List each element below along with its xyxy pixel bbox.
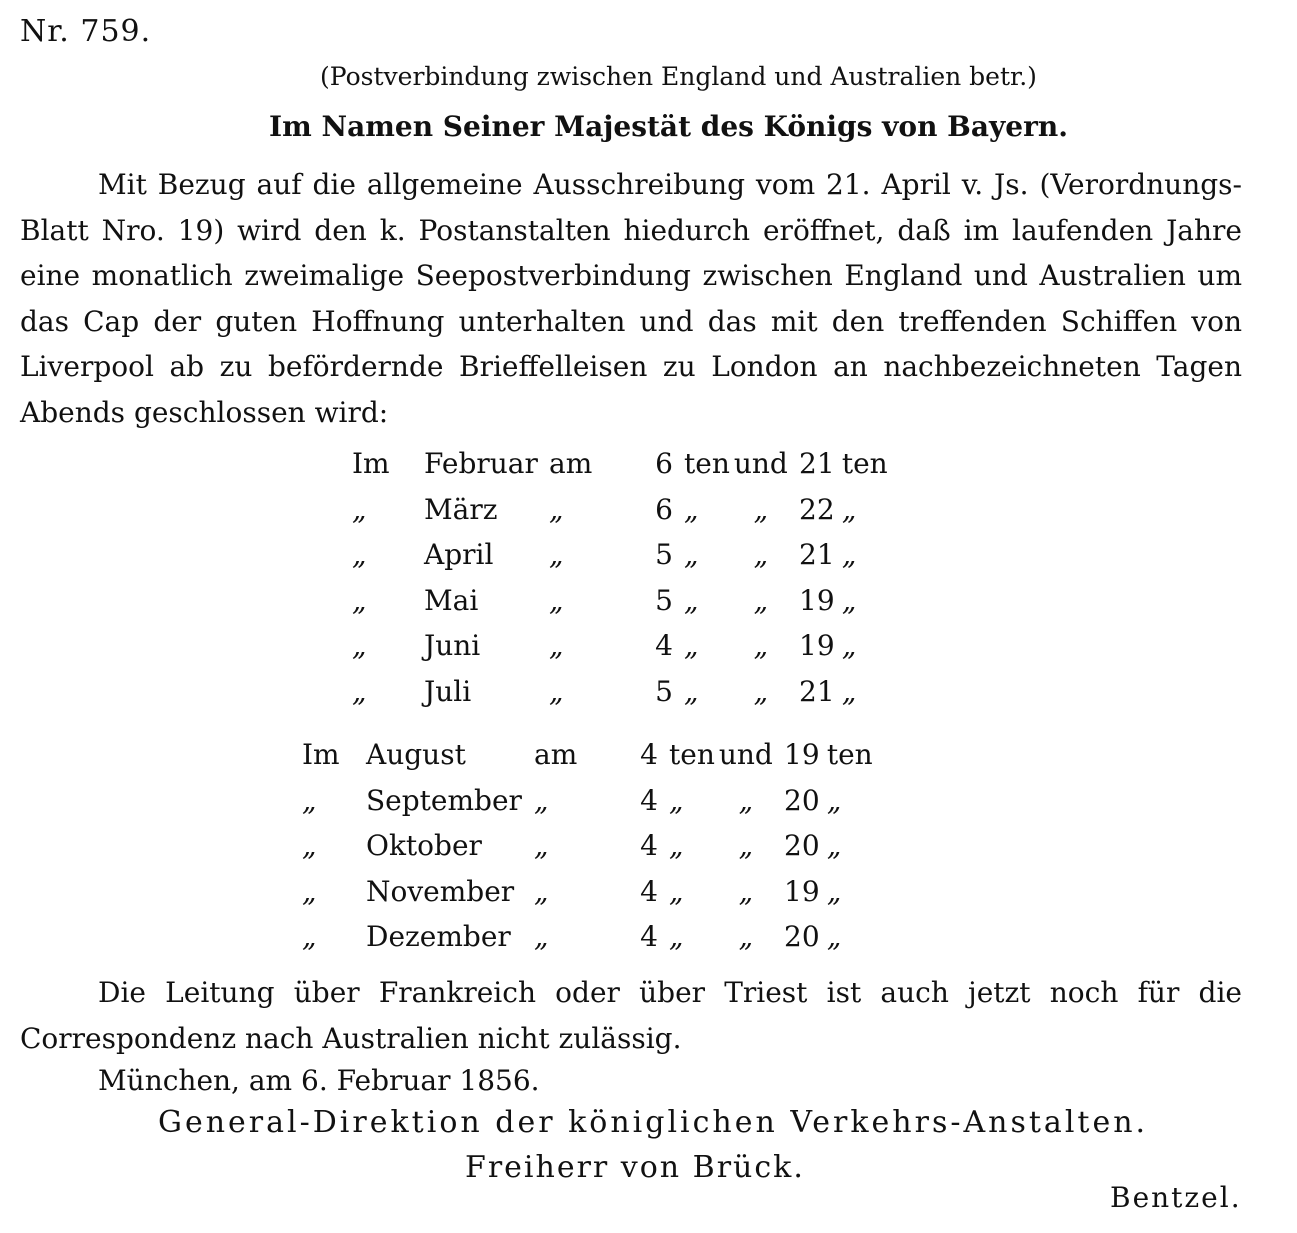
second-day: 22 [799,492,835,526]
schedule-table-second-half [302,732,873,960]
second-suffix: „ [826,920,842,954]
month-name: August [366,738,466,772]
schedule-table-first-half [352,441,888,714]
am-word: am [549,447,593,481]
closing-paragraph: Die Leitung über Frankreich oder über Triest ist auch jetzt noch für die Correspondenz nach Australien nicht zulässig. [20,976,1242,1055]
am-word: „ [534,920,549,954]
month-name: März [424,492,498,526]
am-word: „ [534,874,549,908]
first-day: 5 [655,583,673,617]
month-name: April [424,538,494,572]
second-day: 19 [784,874,820,908]
first-suffix: „ [684,583,699,617]
und-word: „ [738,920,754,954]
row-prefix: „ [352,538,367,572]
first-day: 4 [640,783,658,817]
second-suffix: „ [826,874,842,908]
row-prefix: „ [302,874,317,908]
am-word: am [534,738,578,772]
schedule-row [302,778,873,824]
second-suffix: „ [826,783,842,817]
month-name: Juli [424,674,472,708]
row-prefix: „ [352,674,367,708]
row-prefix: „ [302,920,317,954]
document-subject: (Postverbindung zwischen England und Australien betr.) [320,62,1037,91]
schedule-row [352,487,888,533]
und-word: und [718,738,773,772]
first-suffix: „ [684,538,699,572]
first-day: 5 [655,538,673,572]
second-day: 19 [799,629,835,663]
second-day: 19 [799,583,835,617]
und-word: „ [753,583,769,617]
am-word: „ [549,492,564,526]
schedule-row [352,669,888,715]
second-suffix: „ [841,629,857,663]
row-prefix: Im [352,447,390,481]
clerk-name: Bentzel. [1110,1181,1242,1214]
month-name: Februar [424,447,538,481]
und-word: „ [738,783,754,817]
schedule-row [302,914,873,960]
first-suffix: „ [669,920,684,954]
second-day: 19 [784,738,820,772]
first-day: 5 [655,674,673,708]
first-day: 4 [640,920,658,954]
row-prefix: „ [352,583,367,617]
row-prefix: „ [302,783,317,817]
second-suffix: „ [841,492,857,526]
am-word: „ [549,583,564,617]
am-word: „ [549,538,564,572]
schedule-row [352,578,888,624]
second-suffix: „ [841,583,857,617]
am-word: „ [549,674,564,708]
document-number: Nr. 759. [20,14,152,49]
und-word: „ [753,674,769,708]
second-day: 20 [784,783,820,817]
row-prefix: Im [302,738,340,772]
second-suffix: „ [841,674,857,708]
am-word: „ [549,629,564,663]
intro-paragraph: Mit Bezug auf die allgemeine Ausschreibung vom 21. April v. Js. (Verordnungs-Blatt Nro. 19) wird den k. Postanstalten hiedurch eröffnet, daß im laufenden Jahre eine monatlich zweimalige Seepostverbindung zwischen England und Australien um das Cap der guten Hoffnung unterhalten und das mit den treffenden Schiffen von Liverpool ab zu befördernde Brieffelleisen zu London an nachbezeichneten Tagen Abends geschlossen wird: [20,168,1242,429]
second-suffix: „ [841,538,857,572]
issuing-authority: General-Direktion der königlichen Verkehrs-Anstalten. [158,1105,1149,1140]
month-name: September [366,783,522,817]
first-suffix: ten [684,447,730,481]
first-suffix: „ [669,829,684,863]
schedule-row [302,732,873,778]
schedule-row [352,532,888,578]
row-prefix: „ [352,629,367,663]
und-word: „ [738,829,754,863]
first-day: 6 [655,492,673,526]
row-prefix: „ [352,492,367,526]
document-heading: Im Namen Seiner Majestät des Königs von Bayern. [269,110,1068,143]
first-suffix: „ [684,674,699,708]
month-name: Oktober [366,829,482,863]
schedule-row [302,869,873,915]
second-day: 20 [784,920,820,954]
place-and-date: München, am 6. Februar 1856. [98,1064,540,1097]
first-day: 4 [655,629,673,663]
first-suffix: „ [669,783,684,817]
month-name: November [366,874,515,908]
schedule-row [302,823,873,869]
first-day: 6 [655,447,673,481]
first-suffix: ten [669,738,715,772]
month-name: Dezember [366,920,511,954]
second-day: 20 [784,829,820,863]
am-word: „ [534,783,549,817]
row-prefix: „ [302,829,317,863]
first-suffix: „ [684,629,699,663]
und-word: „ [753,492,769,526]
first-day: 4 [640,874,658,908]
first-day: 4 [640,738,658,772]
und-word: „ [753,538,769,572]
month-name: Juni [424,629,481,663]
second-day: 21 [799,674,835,708]
am-word: „ [534,829,549,863]
first-suffix: „ [669,874,684,908]
schedule-row [352,623,888,669]
first-suffix: „ [684,492,699,526]
und-word: „ [738,874,754,908]
first-day: 4 [640,829,658,863]
und-word: und [733,447,788,481]
second-suffix: „ [826,829,842,863]
second-day: 21 [799,538,835,572]
signatory-name: Freiherr von Brück. [465,1150,805,1185]
month-name: Mai [424,583,479,617]
schedule-row [352,441,888,487]
second-suffix: ten [826,738,873,772]
second-day: 21 [799,447,835,481]
und-word: „ [753,629,769,663]
second-suffix: ten [841,447,888,481]
